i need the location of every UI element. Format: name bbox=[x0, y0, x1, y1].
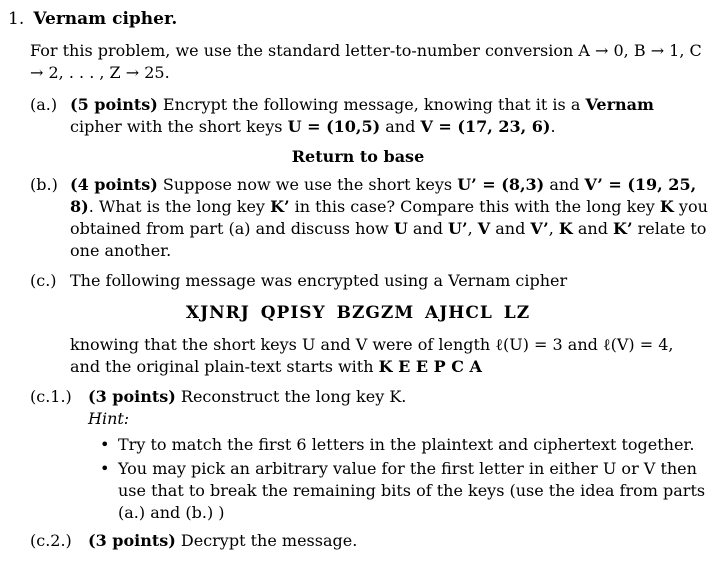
hint-list bbox=[88, 434, 708, 524]
part-c-text-1: The following message was encrypted using a Vernam cipher bbox=[70, 271, 568, 290]
part-a-label: (a.) bbox=[30, 95, 58, 114]
part-a-text-2: cipher with the short keys bbox=[70, 117, 288, 136]
hint-item: • You may pick an arbitrary value for the first letter in either U or V then use that to break the remaining bits of the keys (use the idea from parts (a.) and (b.) ) bbox=[118, 458, 708, 524]
problem-sheet bbox=[8, 8, 708, 558]
part-c1 bbox=[30, 386, 708, 524]
part-b-k2: K’ bbox=[270, 197, 290, 216]
part-a-text-4: . bbox=[550, 117, 556, 136]
part-b-text-4: in this case? Compare this with the long key bbox=[289, 197, 660, 216]
problem-title bbox=[8, 8, 708, 30]
part-b-u2: U’ bbox=[448, 219, 468, 238]
part-c2-body: Decrypt the message. bbox=[175, 531, 358, 550]
part-b-points: (4 points) bbox=[70, 175, 158, 194]
part-a-text-3: and bbox=[380, 117, 421, 136]
part-a-points: (5 points) bbox=[70, 95, 158, 114]
ciphertext: XJNRJ QPISY BZGZM AJHCL LZ bbox=[185, 303, 531, 323]
plaintext-start: K E E P C A bbox=[378, 357, 482, 376]
part-c-text-2: knowing that the short keys U and V were of length ℓ(U) = 3 and ℓ(V) = 4, and the original plain-text starts with bbox=[70, 335, 674, 376]
part-b-and-3: and bbox=[572, 219, 614, 238]
part-b-and-1: and bbox=[407, 219, 449, 238]
problem-number: 1. bbox=[8, 9, 25, 29]
part-b-u: U bbox=[393, 219, 408, 238]
problem-intro: For this problem, we use the standard letter-to-number conversion A → 0, B → 1, C → 2, . . . , Z → 25. bbox=[30, 41, 702, 82]
part-b-text-6: relate to one another. bbox=[70, 219, 707, 260]
part-b-text-3: . What is the long key bbox=[88, 197, 271, 216]
part-a-key-v: V = (17, 23, 6) bbox=[420, 117, 551, 136]
part-b-comma-2: , bbox=[548, 219, 559, 238]
problem-title-text: Vernam cipher. bbox=[33, 9, 178, 29]
part-b-text-2: and bbox=[544, 175, 585, 194]
part-b-text-1: Suppose now we use the short keys bbox=[157, 175, 458, 194]
part-c2-label: (c.2.) bbox=[30, 531, 72, 550]
part-a-bold-word: Vernam bbox=[585, 95, 654, 114]
part-c1-points: (3 points) bbox=[88, 387, 176, 406]
part-a-key-u: U = (10,5) bbox=[287, 117, 381, 136]
part-c-continued bbox=[30, 334, 708, 378]
part-c1-label: (c.1.) bbox=[30, 387, 72, 406]
part-c bbox=[30, 270, 708, 292]
part-b-k2-again: K’ bbox=[613, 219, 633, 238]
part-a-message: Return to base bbox=[291, 147, 425, 166]
part-c2-text bbox=[88, 531, 357, 550]
part-b-text bbox=[70, 175, 708, 260]
part-b-key-u2: U’ = (8,3) bbox=[457, 175, 545, 194]
part-b-text-5: you obtained from part (a) and discuss how bbox=[70, 197, 708, 238]
part-a-text bbox=[70, 95, 654, 136]
part-c1-text bbox=[88, 386, 708, 408]
part-c2-points: (3 points) bbox=[88, 531, 176, 550]
part-b-label: (b.) bbox=[30, 175, 58, 194]
part-a bbox=[30, 94, 708, 138]
part-a-text-1: Encrypt the following message, knowing that it is a bbox=[157, 95, 586, 114]
part-c2 bbox=[30, 530, 708, 552]
part-b-key-v2: V’ = (19, 25, 8) bbox=[70, 175, 697, 216]
hint-item: • Try to match the first 6 letters in the plaintext and ciphertext together. bbox=[118, 434, 708, 456]
part-b bbox=[30, 174, 708, 262]
part-b-v2: V’ bbox=[530, 219, 549, 238]
part-b-v: V bbox=[477, 219, 491, 238]
part-b-k-again: K bbox=[558, 219, 573, 238]
part-c1-body: Reconstruct the long key K. bbox=[175, 387, 407, 406]
part-c-text bbox=[70, 335, 674, 376]
part-b-comma-1: , bbox=[467, 219, 478, 238]
part-b-k: K bbox=[659, 197, 674, 216]
part-b-and-2: and bbox=[490, 219, 531, 238]
hint-label: Hint: bbox=[88, 409, 130, 428]
part-c-label: (c.) bbox=[30, 271, 57, 290]
